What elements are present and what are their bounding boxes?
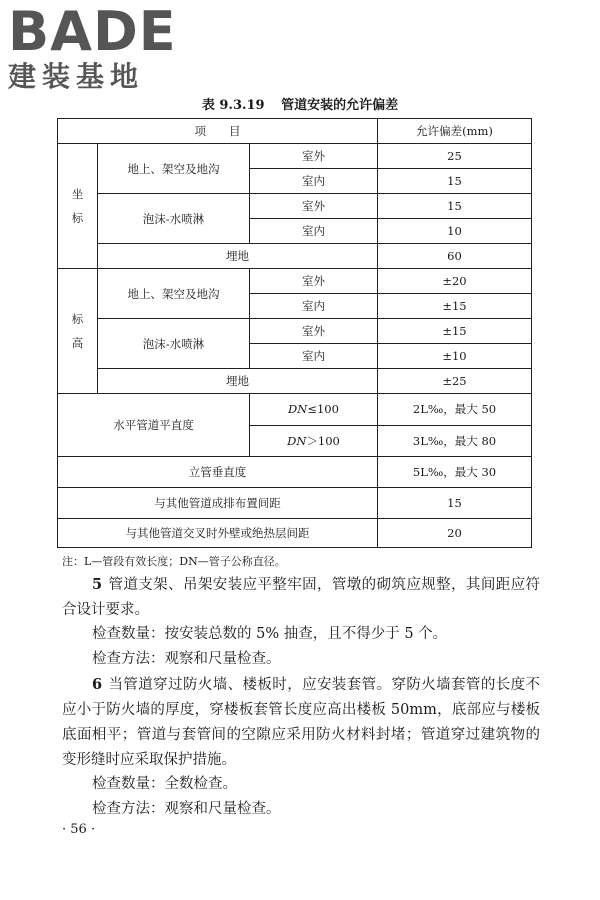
coord-foam-outdoor: 室外 bbox=[250, 194, 378, 219]
section-5-check-quantity: 检查数量：按安装总数的 5% 抽查，且不得少于 5 个。 bbox=[92, 626, 448, 642]
section-5-number: 5 bbox=[92, 576, 103, 593]
logo-chinese: 建装基地 bbox=[8, 60, 145, 93]
elev-aboveground-indoor: 室内 bbox=[250, 294, 378, 319]
elev-foam-indoor: 室内 bbox=[250, 344, 378, 369]
coord-aboveground-outdoor: 室外 bbox=[250, 144, 378, 169]
elev-foam-label: 泡沫-水喷淋 bbox=[98, 319, 250, 369]
table-row bbox=[58, 519, 532, 548]
section-5-check-method: 检查方法：观察和尺量检查。 bbox=[92, 651, 281, 667]
section-6-text: 6 当管道穿过防火墙、楼板时，应安装套管。穿防火墙套管的长度不应小于防火墙的厚度，穿楼板套管长度应高出楼板 50mm，底部应与楼板底面相平；管道与套管间的空隙应采用防火材料封堵；管道穿过建筑物的变形缝时应采取保护措施。 bbox=[62, 676, 540, 768]
elevation-group-label: 标 高 bbox=[58, 269, 98, 394]
table-row bbox=[58, 394, 532, 426]
table-row bbox=[58, 244, 532, 269]
coord-buried-label: 埋地 bbox=[98, 244, 378, 269]
coord-aboveground-indoor-value: 15 bbox=[378, 169, 532, 194]
section-5-text: 5 管道支架、吊架安装应平整牢固，管墩的砌筑应规整，其间距应符合设计要求。 bbox=[62, 576, 540, 618]
table-header-row bbox=[58, 119, 532, 144]
coord-foam-outdoor-value: 15 bbox=[378, 194, 532, 219]
table-number: 表 9.3.19 bbox=[201, 98, 265, 113]
table-row bbox=[58, 457, 532, 488]
elev-aboveground-indoor-value: ±15 bbox=[378, 294, 532, 319]
coord-foam-label: 泡沫-水喷淋 bbox=[98, 194, 250, 244]
table-note: 注：L—管段有效长度；DN—管子公称直径。 bbox=[62, 555, 286, 568]
crossing-spacing-value: 20 bbox=[378, 519, 532, 548]
table-row bbox=[58, 319, 532, 344]
coord-foam-indoor: 室内 bbox=[250, 219, 378, 244]
horizontal-dn-small-value: 2L‰，最大 50 bbox=[378, 394, 532, 426]
tolerance-table bbox=[57, 118, 532, 548]
coord-foam-indoor-value: 10 bbox=[378, 219, 532, 244]
crossing-spacing-label: 与其他管道交叉时外壁或绝热层间距 bbox=[58, 519, 378, 548]
parallel-spacing-label: 与其他管道成排布置间距 bbox=[58, 488, 378, 519]
vertical-value: 5L‰，最大 30 bbox=[378, 457, 532, 488]
horizontal-dn-large: DN＞100 bbox=[250, 425, 378, 457]
coord-aboveground-outdoor-value: 25 bbox=[378, 144, 532, 169]
elev-buried-label: 埋地 bbox=[98, 369, 378, 394]
table-row bbox=[58, 144, 532, 169]
section-6-check-method: 检查方法：观察和尺量检查。 bbox=[92, 801, 281, 817]
elev-aboveground-outdoor-value: ±20 bbox=[378, 269, 532, 294]
elev-aboveground-label: 地上、架空及地沟 bbox=[98, 269, 250, 319]
vertical-label: 立管垂直度 bbox=[58, 457, 378, 488]
table-caption bbox=[0, 94, 600, 113]
header-allowance: 允许偏差(mm) bbox=[378, 119, 532, 144]
header-item: 项 目 bbox=[58, 119, 378, 144]
table-row bbox=[58, 269, 532, 294]
logo bbox=[8, 0, 188, 93]
elev-foam-outdoor-value: ±15 bbox=[378, 319, 532, 344]
table-row bbox=[58, 369, 532, 394]
table-title: 管道安装的允许偏差 bbox=[281, 98, 399, 113]
coordinate-group-label: 坐 标 bbox=[58, 144, 98, 269]
horizontal-label: 水平管道平直度 bbox=[58, 394, 250, 457]
logo-english: BADE bbox=[8, 0, 177, 63]
coord-buried-value: 60 bbox=[378, 244, 532, 269]
elev-foam-outdoor: 室外 bbox=[250, 319, 378, 344]
parallel-spacing-value: 15 bbox=[378, 488, 532, 519]
coord-aboveground-indoor: 室内 bbox=[250, 169, 378, 194]
coord-aboveground-label: 地上、架空及地沟 bbox=[98, 144, 250, 194]
horizontal-dn-large-value: 3L‰，最大 80 bbox=[378, 425, 532, 457]
elev-aboveground-outdoor: 室外 bbox=[250, 269, 378, 294]
elev-foam-indoor-value: ±10 bbox=[378, 344, 532, 369]
page-number: · 56 · bbox=[62, 822, 96, 837]
table-row bbox=[58, 194, 532, 219]
horizontal-dn-small: DN≤100 bbox=[250, 394, 378, 426]
section-6-number: 6 bbox=[92, 676, 103, 693]
elev-buried-value: ±25 bbox=[378, 369, 532, 394]
section-6-check-quantity: 检查数量：全数检查。 bbox=[92, 776, 237, 792]
table-row bbox=[58, 488, 532, 519]
